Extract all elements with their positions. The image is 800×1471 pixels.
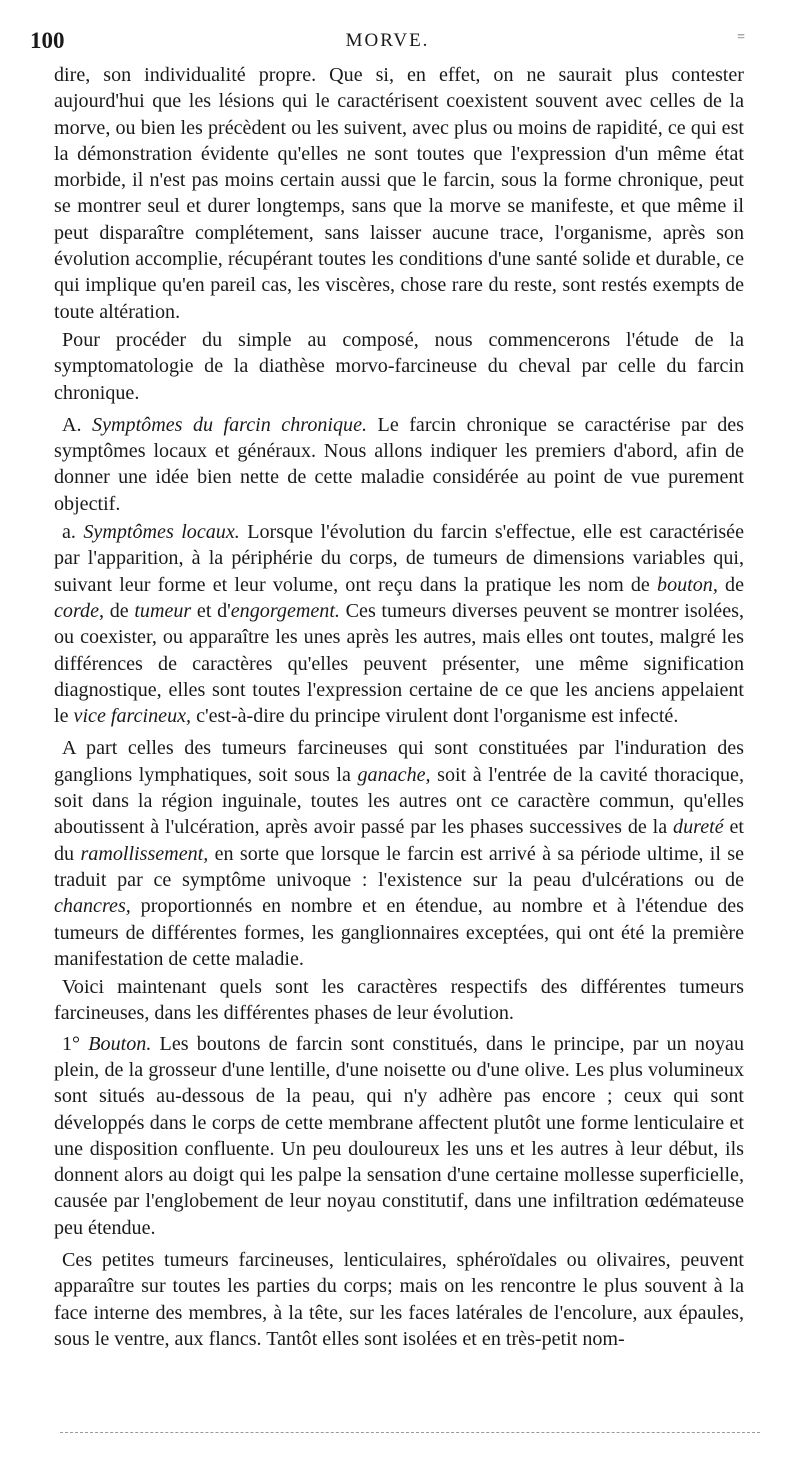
text-run: Pour procéder du simple au composé, nous commencerons l'étude de la symptomatologie de la diathèse morvo-farcineuse du cheval par celle du farcin chronique. bbox=[54, 328, 744, 404]
text-run: Les boutons de farcin sont constitués, dans le principe, par un noyau plein, de la grosseur d'une lentille, d'une noisette ou d'une olive. Les plus volumineux sont situés au-dessous de la peau, qui n'y adhère pas encore ; ceux qui sont développés dans le corps de cette membrane affectent plutôt une forme lenticulaire et une disposition confluente. Un peu douloureux les uns et les autres à leur début, ils donnent alors au doigt qui les palpe la sensation d'une certaine mollesse superficielle, causée par l'englobement de leur noyau constitutif, dans une infiltration œdémateuse peu étendue. bbox=[54, 1032, 744, 1239]
text-run: et d' bbox=[191, 599, 231, 622]
text-run: Le farcin chronique se caractérise par des symptômes locaux et généraux. Nous allons indiquer les premiers d'abord, afin de donner une idée bien nette de cette maladie considérée au point de vue purement objectif. bbox=[54, 413, 744, 515]
paragraph bbox=[54, 327, 744, 406]
text-run: en sorte que lorsque le farcin est arrivé à sa période ultime, il se traduit par ce symptôme univoque : l'existence sur la peau d'ulcérations ou de bbox=[54, 842, 745, 891]
page-number: 100 bbox=[30, 28, 65, 53]
text-run: Voici maintenant quels sont les caractères respectifs des différentes tumeurs farcineuses, dans les différentes phases de leur évolution. bbox=[54, 976, 744, 1025]
corner-mark: = bbox=[737, 30, 745, 45]
text-run: 1° bbox=[62, 1032, 89, 1055]
text-run: Ces tumeurs diverses peuvent se montrer isolées, ou coexister, ou apparaître les unes après les autres, mais elles ont toutes, malgré les différences de caractères qu'elles peuvent présenter, une même signification diagnostique, elles sont toutes l'expression certaine de ce que les anciens appelaient le bbox=[54, 599, 744, 728]
paragraph bbox=[54, 1031, 744, 1241]
text-run: de bbox=[104, 599, 135, 622]
italic-term: Bouton. bbox=[88, 1032, 152, 1055]
italic-term: corde, bbox=[54, 599, 105, 622]
footer-rule bbox=[60, 1432, 760, 1433]
text-run: de bbox=[717, 573, 744, 596]
text-run: proportionnés en nombre et en étendue, au nombre et à l'étendue des tumeurs de différentes formes, les ganglionnaires exceptées, qui ont été la première manifestation de cette maladie. bbox=[54, 895, 744, 970]
text-run: Ces petites tumeurs farcineuses, lenticulaires, sphéroïdales ou olivaires, peuvent apparaître sur toutes les parties du corps; mais on les rencontre le plus souvent à la face interne des membres, à la tête, sur les faces latérales de l'encolure, aux épaules, sous le ventre, aux flancs. Tantôt elles sont isolées et en très-petit nom- bbox=[54, 1249, 744, 1350]
italic-term: tumeur bbox=[134, 599, 192, 622]
text-run: A part celles des tumeurs farcineuses qui sont constituées par l'induration des ganglions lymphatiques, soit sous la bbox=[54, 737, 744, 786]
italic-term: ramollissement, bbox=[80, 842, 209, 865]
paragraph bbox=[54, 1247, 744, 1352]
italic-term: dureté bbox=[673, 816, 724, 839]
paragraph bbox=[54, 974, 744, 1027]
italic-term: engorgement. bbox=[230, 599, 340, 622]
paragraph bbox=[54, 735, 744, 972]
running-title: MORVE. bbox=[345, 30, 430, 51]
italic-term: Symptômes locaux. bbox=[83, 521, 240, 544]
italic-term: vice farcineux, bbox=[73, 705, 192, 728]
italic-term: Symptômes du farcin chronique. bbox=[92, 413, 368, 436]
text-run: A. bbox=[62, 413, 93, 436]
paragraph bbox=[54, 412, 744, 517]
text-run: c'est-à-dire du principe virulent dont l'organisme est infecté. bbox=[191, 705, 679, 728]
italic-term: ganache, bbox=[357, 763, 431, 786]
paragraph bbox=[54, 519, 744, 729]
body-text bbox=[54, 62, 744, 1352]
paragraph bbox=[54, 62, 744, 325]
italic-term: chancres, bbox=[54, 895, 131, 918]
page-header bbox=[30, 28, 745, 56]
text-run: a. bbox=[62, 521, 84, 544]
italic-term: bouton, bbox=[657, 573, 718, 596]
text-run: Lorsque l'évolution du farcin s'effectue, elle est caractérisée par l'apparition, à la périphérie du corps, de tumeurs de dimensions variables qui, suivant leur forme et leur volume, ont reçu dans la pratique les nom de bbox=[54, 521, 744, 596]
text-run: et du bbox=[54, 816, 744, 865]
text-run: soit à l'entrée de la cavité thoracique, soit dans la région inguinale, toutes les autres ont ce caractère commun, qu'elles aboutissent à l'ulcération, après avoir passé par les phases successives de la bbox=[54, 763, 744, 839]
text-run: dire, son individualité propre. Que si, en effet, on ne saurait plus contester aujourd'hui que les lésions qui le caractérisent coexistent souvent avec celles de la morve, ou bien les précèdent ou les suivent, avec plus ou moins de rapidité, ce qui est la démonstration évidente qu'elles ne sont toutes que l'expression d'un même état morbide, il n'est pas moins certain aussi que le farcin, sous la forme chronique, peut se montrer seul et durer longtemps, sans que la morve se manifeste, et que même il peut disparaître complétement, sans laisser aucune trace, l'organisme, après son évolution accomplie, récupérant toutes les conditions d'une santé solide et durable, ce qui implique qu'en pareil cas, les viscères, chose rare du reste, sont restés exempts de toute altération. bbox=[54, 64, 744, 323]
